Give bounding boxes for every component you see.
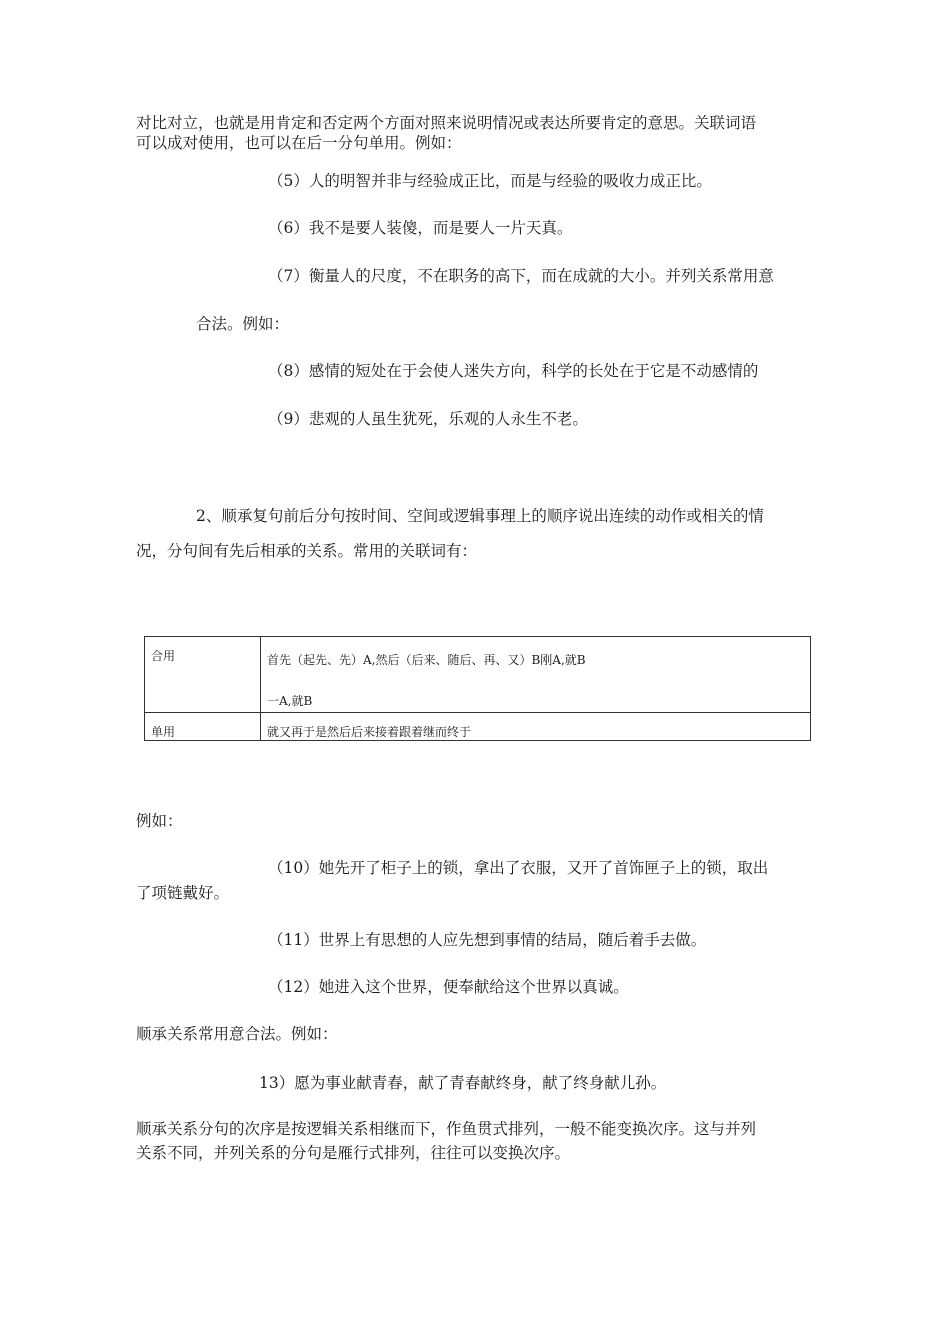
danyong-words: 就又再于是然后后来接着跟着继而终于: [267, 725, 472, 739]
heyong-words-line-1: 首先（起先、先）A,然后（后来、随后、再、又）B刚A,就B: [267, 653, 586, 667]
conjunction-table: [144, 636, 811, 741]
hefa-line: 合法。例如：: [196, 315, 290, 333]
example-8: （8）感情的短处在于会使人迷失方向，科学的长处在于它是不动感情的: [268, 362, 759, 380]
row-label-heyong: 合用: [151, 649, 176, 663]
example-5: （5）人的明智并非与经验成正比，而是与经验的吸收力成正比。: [268, 172, 712, 190]
closing-line-1: 顺承关系分句的次序是按逻辑关系相继而下，作鱼贯式排列，一般不能变换次序。这与并列: [136, 1120, 757, 1138]
example-11: （11）世界上有思想的人应先想到事情的结局，随后着手去做。: [268, 931, 707, 949]
example-9: （9）悲观的人虽生犹死，乐观的人永生不老。: [268, 410, 588, 428]
example-7: （7）衡量人的尺度，不在职务的高下，而在成就的大小。并列关系常用意: [268, 267, 774, 285]
example-6: （6）我不是要人装傻，而是要人一片天真。: [268, 219, 573, 237]
example-10-line-2: 了项链戴好。: [136, 884, 230, 902]
table-cell-words: [261, 637, 811, 713]
section-2-line-2: 况，分句间有先后相承的关系。常用的关联词有：: [136, 542, 478, 560]
example-12: （12）她进入这个世界，便奉献给这个世界以真诚。: [268, 978, 629, 996]
section-2-line-1: 2、顺承复句前后分句按时间、空间或逻辑事理上的顺序说出连续的动作或相关的情: [196, 507, 764, 525]
heyong-words-line-2: 一A,就B: [267, 694, 313, 708]
table-row: [145, 637, 811, 713]
shuncheng-line: 顺承关系常用意合法。例如：: [136, 1025, 338, 1043]
table-cell-label: [145, 637, 261, 713]
example-10-line-1: （10）她先开了柜子上的锁，拿出了衣服，又开了首饰匣子上的锁，取出: [268, 859, 769, 877]
closing-line-2: 关系不同，并列关系的分句是雁行式排列，往往可以变换次序。: [136, 1144, 571, 1162]
intro-line-1: 对比对立，也就是用肯定和否定两个方面对照来说明情况或表达所要肯定的意思。关联词语: [136, 114, 757, 132]
liru-line: 例如：: [136, 812, 183, 830]
table-cell-words: [261, 713, 811, 741]
table-row: [145, 713, 811, 741]
intro-line-2: 可以成对使用，也可以在后一分句单用。例如：: [136, 134, 462, 152]
example-13: 13）愿为事业献青春，献了青春献终身，献了终身献儿孙。: [259, 1074, 667, 1092]
table-cell-label: [145, 713, 261, 741]
row-label-danyong: 单用: [151, 725, 176, 739]
